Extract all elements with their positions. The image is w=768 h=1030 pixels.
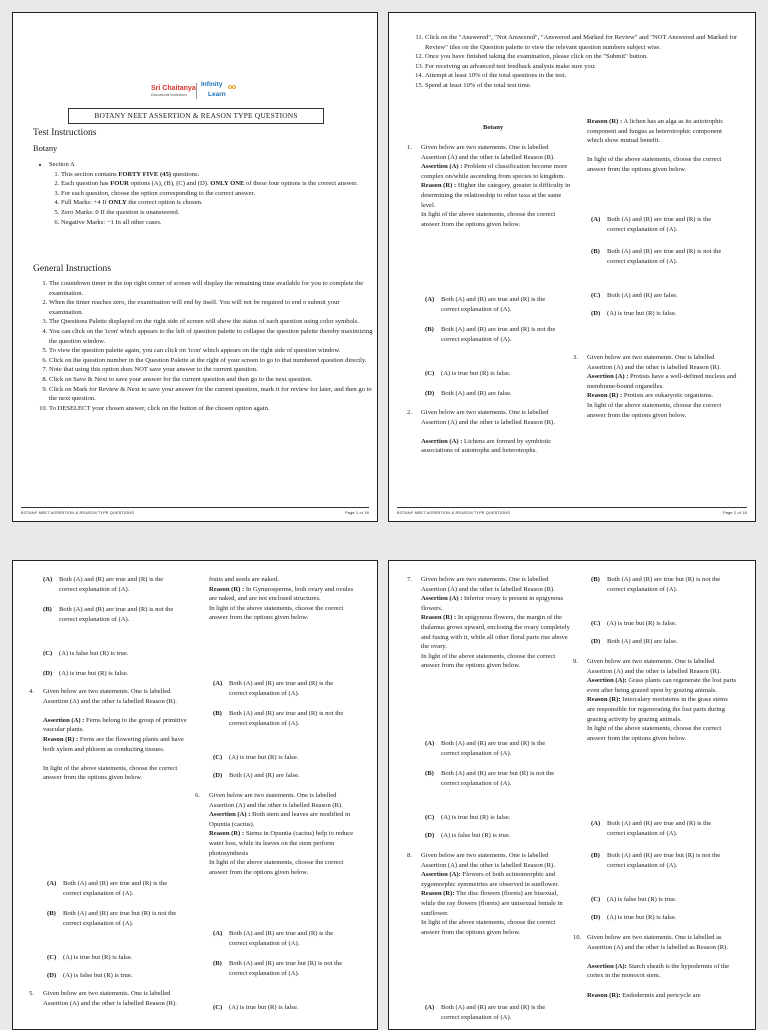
instruction-item: 10. To DESELECT your chosen answer, click on the button of the chosen option again.	[49, 404, 373, 414]
section-item: 1. This section contains FORTY FIVE (45) questions.	[61, 170, 375, 180]
logo-learn: Learn	[208, 91, 226, 98]
section-item: 2. Each question has FOUR options (A), (B), (C) and (D). ONLY ONE of these four options is the correct answer.	[61, 179, 375, 189]
question-10: 10. Given below are two statements. One is labelled as Assertion (A) and the other is labelled as Reason (R). Assertion (A): Starch sheath is the hypodermis of the cortex in the monocot stem. Reason (R): Endodermis and pericycle are	[573, 934, 730, 999]
question-3: 3. Given below are two statements. One is labelled Assertion (A) and the other is labelled Reason (R). Assertion (A) : Protists have a well-defined nucleus and membrane-bound organelles. Reason (R) : Protists are eukaryotic organisms. In light of the above statements, choose the correct answer from the options given below.	[573, 354, 737, 419]
instruction-item: 14. Attempt at least 10% of the total questions in the test.	[425, 71, 740, 81]
section-item: 4. Full Marks: +4 If ONLY the correct option is chosen.	[61, 198, 375, 208]
test-instructions-heading: Test Instructions	[33, 127, 97, 138]
question-6: 6. Given below are two statements. One is labelled Assertion (A) and the other is labelled Reason (R). Assertion (A) : Both stem and leaves are modified in Opuntia (cactus). Reason (R) : Stems in Opuntia (cactus) help to reduce water loss, while its leaves on the stem perform photosynthesis In light of the above statements, choose the correct answer from the options given below.	[195, 792, 354, 876]
page-3: (A) Both (A) and (R) are true and (R) is the correct explanation of (A). (B) Both (A) and (R) are true and (R) is not the correct explanation of (A). (C) (A) is false but (R) is true. (D) (A) is true but (R) is false. 4. Given below are two statements. One is labelled Assertion (A) and the other is labelled Reason (R). Assertion (A) : Ferns belong to the group of primitive vascular plants. Reason (R) : Ferns are the flowering plants and have both xylem and phloem as conducting tissues. In light of the above statements, choose the correct answer from the options given below. (A) Both (A) and (R) are true and (R) is the correct explanation of (A). (B) Both (A) and (R) are true but (R) is not the correct explanation of (A). (C) (A) is true but (R) is false. (D) (A) is false but (R) is true. 5. Given below are two statements. One is labelled Assertion (A) and the other is labelled Reason (R). fruits and seeds are naked. Reason (R) : In Gymnosperms, both ovary and ovules are naked, and are not enclosed structures. In light of the above statements, choose the correct answer from the options given below. (A) Both (A) and (R) are true and (R) is the correct explanation of (A). (B) Both (A) and (R) are true and (R) is not the correct explanation of (A). (C) (A) is true but (R) is false. (D) Both (A) and (R) are false. 6. Given below are two statements. One is labelled Assertion (A) and the other is labelled Reason (R). Assertion (A) : Both stem and leaves are modified in Opuntia (cactus). Reason (R) : Stems in Opuntia (cactus) help to reduce water loss, while its leaves on the stem perform photosynthesis In light of the above statements, choose the correct answer from the options given below. (A) Both (A) and (R) are true and (R) is the correct explanation of (A). (B) Both (A) and (R) are true but (R) is not the correct explanation of (A). (C) (A) is true but (R) is false.	[12, 560, 378, 1030]
footer-page-number: Page 2 of 18	[723, 511, 747, 515]
section-label: • Section A	[49, 160, 375, 170]
question-1: 1. Given below are two statements. One is labelled Assertion (A) and the other is labelled Reason (R). Assertion (A) : Problem of classification become more complex on/while ascending from species to kingdom. Reason (R) : Higher the category, greater is difficulty in determining the relationship to other taxa at the same level. In light of the above statements, choose the correct answer from the options given below.	[407, 144, 571, 228]
instruction-item: 6. Click on the question number in the Question Palette at the right of your screen to go to that numbered question directly.	[49, 356, 373, 366]
question-7: 7. Given below are two statements. One is labelled Assertion (A) and the other is labelled Reason (R). Assertion (A) : Inferior ovary is present in epigynous flowers. Reason (R) : In epigynous flowers, the margin of the thalamus grows upward, enclosing the ovary completely and fusing with it, while all other floral parts rise above the ovary. In light of the above statements, choose the correct answer from the options given below.	[407, 576, 570, 670]
subject-heading: Botany	[33, 144, 58, 153]
question-8: 8. Given below are two statements. One is labelled Assertion (A) and the other is labelled Reason (R). Assertion (A): Flowers of both actinomorphic and zygomorphic symmetries are observed in sunflower. Reason (R): The disc flowers (florets) are bisexual, while the ray flowers (florets) are unisexual female in sunflower. In light of the above statements, choose the correct answer from the options given below.	[407, 852, 563, 936]
question-9: 9. Given below are two statements. One is labelled Assertion (A) and the other is labelled Reason (R). Assertion (A): Grass plants can regenerate the lost parts even after being grazed upon by grazing animals. Reason (R): Intercalary meristems in the grass stems are responsible for regenerating the lost parts during grazing activity by grazing animals. In light of the above statements, choose the correct answer from the options given below.	[573, 658, 737, 742]
logo-brand-sub: Educational Institutions	[151, 93, 187, 97]
instruction-item: 11. Click on the "Answered", "Not Answered", "Answered and Marked for Review" and "NOT Answered and Marked for Review" tiles on the Question palette to view the relevant question numbers subject wise.	[425, 33, 740, 52]
page-footer	[397, 507, 747, 515]
general-instructions-heading: General Instructions	[33, 263, 112, 274]
instruction-item: 13. For receiving an advanced test feedback analysis make sure you:	[425, 62, 740, 72]
logo-brand: Sri Chaitanya	[151, 85, 196, 92]
question-4: 4. Given below are two statements. One is labelled Assertion (A) and the other is labelled Reason (R). Assertion (A) : Ferns belong to the group of primitive vascular plants. Reason (R) : Ferns are the flowering plants and have both xylem and phloem as conducting tissues. In light of the above statements, choose the correct answer from the options given below.	[29, 688, 187, 782]
instruction-item: 5. To view the question palette again, you can click on 'icon' which appears on the right side of question window.	[49, 346, 373, 356]
page-2: 11. Click on the "Answered", "Not Answered", "Answered and Marked for Review" and "NOT Answered and Marked for Review" tiles on the Question palette to view the relevant question numbers subject wise. 12. Once you have finished taking the examination, please click on the "Submit" button. 13. For receiving an advanced test feedback analysis make sure you: 14. Attempt at least 10% of the total questions in the test. 15. Spend at least 10% of the total test time. Botany 1. Given below are two statements. One is labelled Assertion (A) and the other is labelled Reason (R). Assertion (A) : Problem of classification become more complex on/while ascending from species to kingdom. Reason (R) : Higher the category, greater is difficulty in determining the relationship to other taxa at the same level. In light of the above statements, choose the correct answer from the options given below. (A) Both (A) and (R) are true and (R) is the correct explanation of (A). (B) Both (A) and (R) are true and (R) is not the correct explanation of (A). (C) (A) is true but (R) is false. (D) Both (A) and (R) are false. 2. Given below are two statements. One is labelled Assertion (A) and the other is labelled Reason (R). Assertion (A) : Lichens are formed by symbiotic associations of autotrophs and heterotrophs. Reason (R) : A lichen has an alga as its autotrophic component and fungus as heterotrophic component which show mutual benefit. In light of the above statements, choose the correct answer from the options given below. (A) Both (A) and (R) are true and (R) is the correct explanation of (A). (B) Both (A) and (R) are true and (R) is not the correct explanation of (A). (C) Both (A) and (R) are false. (D) (A) is true but (R) is false. 3. Given below are two statements. One is labelled Assertion (A) and the other is labelled Reason (R). Assertion (A) : Protists have a well-defined nucleus and membrane-bound organelles. Reason (R) : Protists are eukaryotic organisms. In light of the above statements, choose the correct answer from the options given below. BOTANY NEET ASSERTION & REASON TYPE QUESTIONS Page 2 of 18	[388, 12, 756, 522]
instructions-continued	[395, 33, 740, 91]
instruction-item: 15. Spend at least 10% of the total test time.	[425, 81, 740, 91]
footer-title: BOTANY NEET ASSERTION & REASON TYPE QUESTIONS	[21, 511, 135, 515]
page-1	[12, 12, 378, 522]
question-5-cont: fruits and seeds are naked. Reason (R) : In Gymnosperms, both ovary and ovules are naked, and are not enclosed structures. In light of the above statements, choose the correct answer from the options given below.	[209, 576, 354, 622]
subject-heading: Botany	[483, 124, 504, 131]
instruction-item: 2. When the timer reaches zero, the examination will end by itself. You will not be required to end o submit your examination.	[49, 298, 373, 317]
instruction-item: 7. Note that using this option does NOT save your answer to the current question.	[49, 365, 373, 375]
sri-chaitanya-logo	[151, 81, 241, 105]
document-title: BOTANY NEET ASSERTION & REASON TYPE QUESTIONS	[68, 108, 324, 124]
page-4: 7. Given below are two statements. One is labelled Assertion (A) and the other is labelled Reason (R). Assertion (A) : Inferior ovary is present in epigynous flowers. Reason (R) : In epigynous flowers, the margin of the thalamus grows upward, enclosing the ovary completely and fusing with it, while all other floral parts rise above the ovary. In light of the above statements, choose the correct answer from the options given below. (A) Both (A) and (R) are true and (R) is the correct explanation of (A). (B) Both (A) and (R) are true but (R) is not the correct explanation of (A). (C) (A) is true but (R) is false. (D) (A) is false but (R) is true. 8. Given below are two statements. One is labelled Assertion (A) and the other is labelled Reason (R). Assertion (A): Flowers of both actinomorphic and zygomorphic symmetries are observed in sunflower. Reason (R): The disc flowers (florets) are bisexual, while the ray flowers (florets) are unisexual female in sunflower. In light of the above statements, choose the correct answer from the options given below. (A) Both (A) and (R) are true and (R) is the correct explanation of (A). (B) Both (A) and (R) are true but (R) is not the correct explanation of (A). (C) (A) is true but (R) is false. (D) Both (A) and (R) are false. 9. Given below are two statements. One is labelled Assertion (A) and the other is labelled Reason (R). Assertion (A): Grass plants can regenerate the lost parts even after being grazed upon by grazing animals. Reason (R): Intercalary meristems in the grass stems are responsible for regenerating the lost parts during grazing activity by grazing animals. In light of the above statements, choose the correct answer from the options given below. (A) Both (A) and (R) are true and (R) is the correct explanation of (A). (B) Both (A) and (R) are true but (R) is not the correct explanation of (A). (C) (A) is false but (R) is true. (D) (A) is true but (R) is false. 10. Given below are two statements. One is labelled as Assertion (A) and the other is labelled as Reason (R). Assertion (A): Starch sheath is the hypodermis of the cortex in the monocot stem. Reason (R): Endodermis and pericycle are	[388, 560, 756, 1030]
general-instructions-list	[27, 279, 373, 413]
question-5: 5. Given below are two statements. One is labelled Assertion (A) and the other is labelled Reason (R).	[29, 990, 177, 1007]
instruction-item: 8. Click on Save & Next to save your answer for the current question and then go to the next question.	[49, 375, 373, 385]
section-item: 6. Negative Marks: −1 In all other cases.	[61, 218, 375, 228]
infinity-symbol-icon	[225, 83, 239, 91]
question-2-reason: Reason (R) : A lichen has an alga as its autotrophic component and fungus as heterotrophic component which show mutual benefit. In light of the above statements, choose the correct answer from the options given below.	[587, 118, 724, 173]
page-footer	[21, 507, 369, 515]
logo-separator	[196, 83, 197, 99]
footer-title: BOTANY NEET ASSERTION & REASON TYPE QUESTIONS	[397, 511, 511, 515]
instruction-item: 4. You can click on the 'icon' which appears to the left of question palette to collapse the question palette thereby maximizing the question window.	[49, 327, 373, 346]
instruction-item: 1. The countdown timer in the top right corner of screen will display the remaining time available for you to complete the examination.	[49, 279, 373, 298]
section-item: 5. Zero Marks: 0 If the question is unanswered.	[61, 208, 375, 218]
instruction-item: 3. The Questions Palette displayed on the right side of screen will show the status of each question using color symbols.	[49, 317, 373, 327]
section-item: 3. For each question, choose the option corresponding to the correct answer.	[61, 189, 375, 199]
instruction-item: 12. Once you have finished taking the examination, please click on the "Submit" button.	[425, 52, 740, 62]
logo-infinity: Infinity	[201, 81, 223, 88]
question-2: 2. Given below are two statements. One is labelled Assertion (A) and the other is labelled Reason (R). Assertion (A) : Lichens are formed by symbiotic associations of autotrophs and heterotrophs.	[407, 409, 555, 455]
footer-page-number: Page 1 of 18	[345, 511, 369, 515]
instruction-item: 9. Click on Mark for Review & Next to save your answer for the current question, mark it for review for later, and then go to the next question.	[49, 385, 373, 404]
section-a-block	[35, 160, 375, 227]
